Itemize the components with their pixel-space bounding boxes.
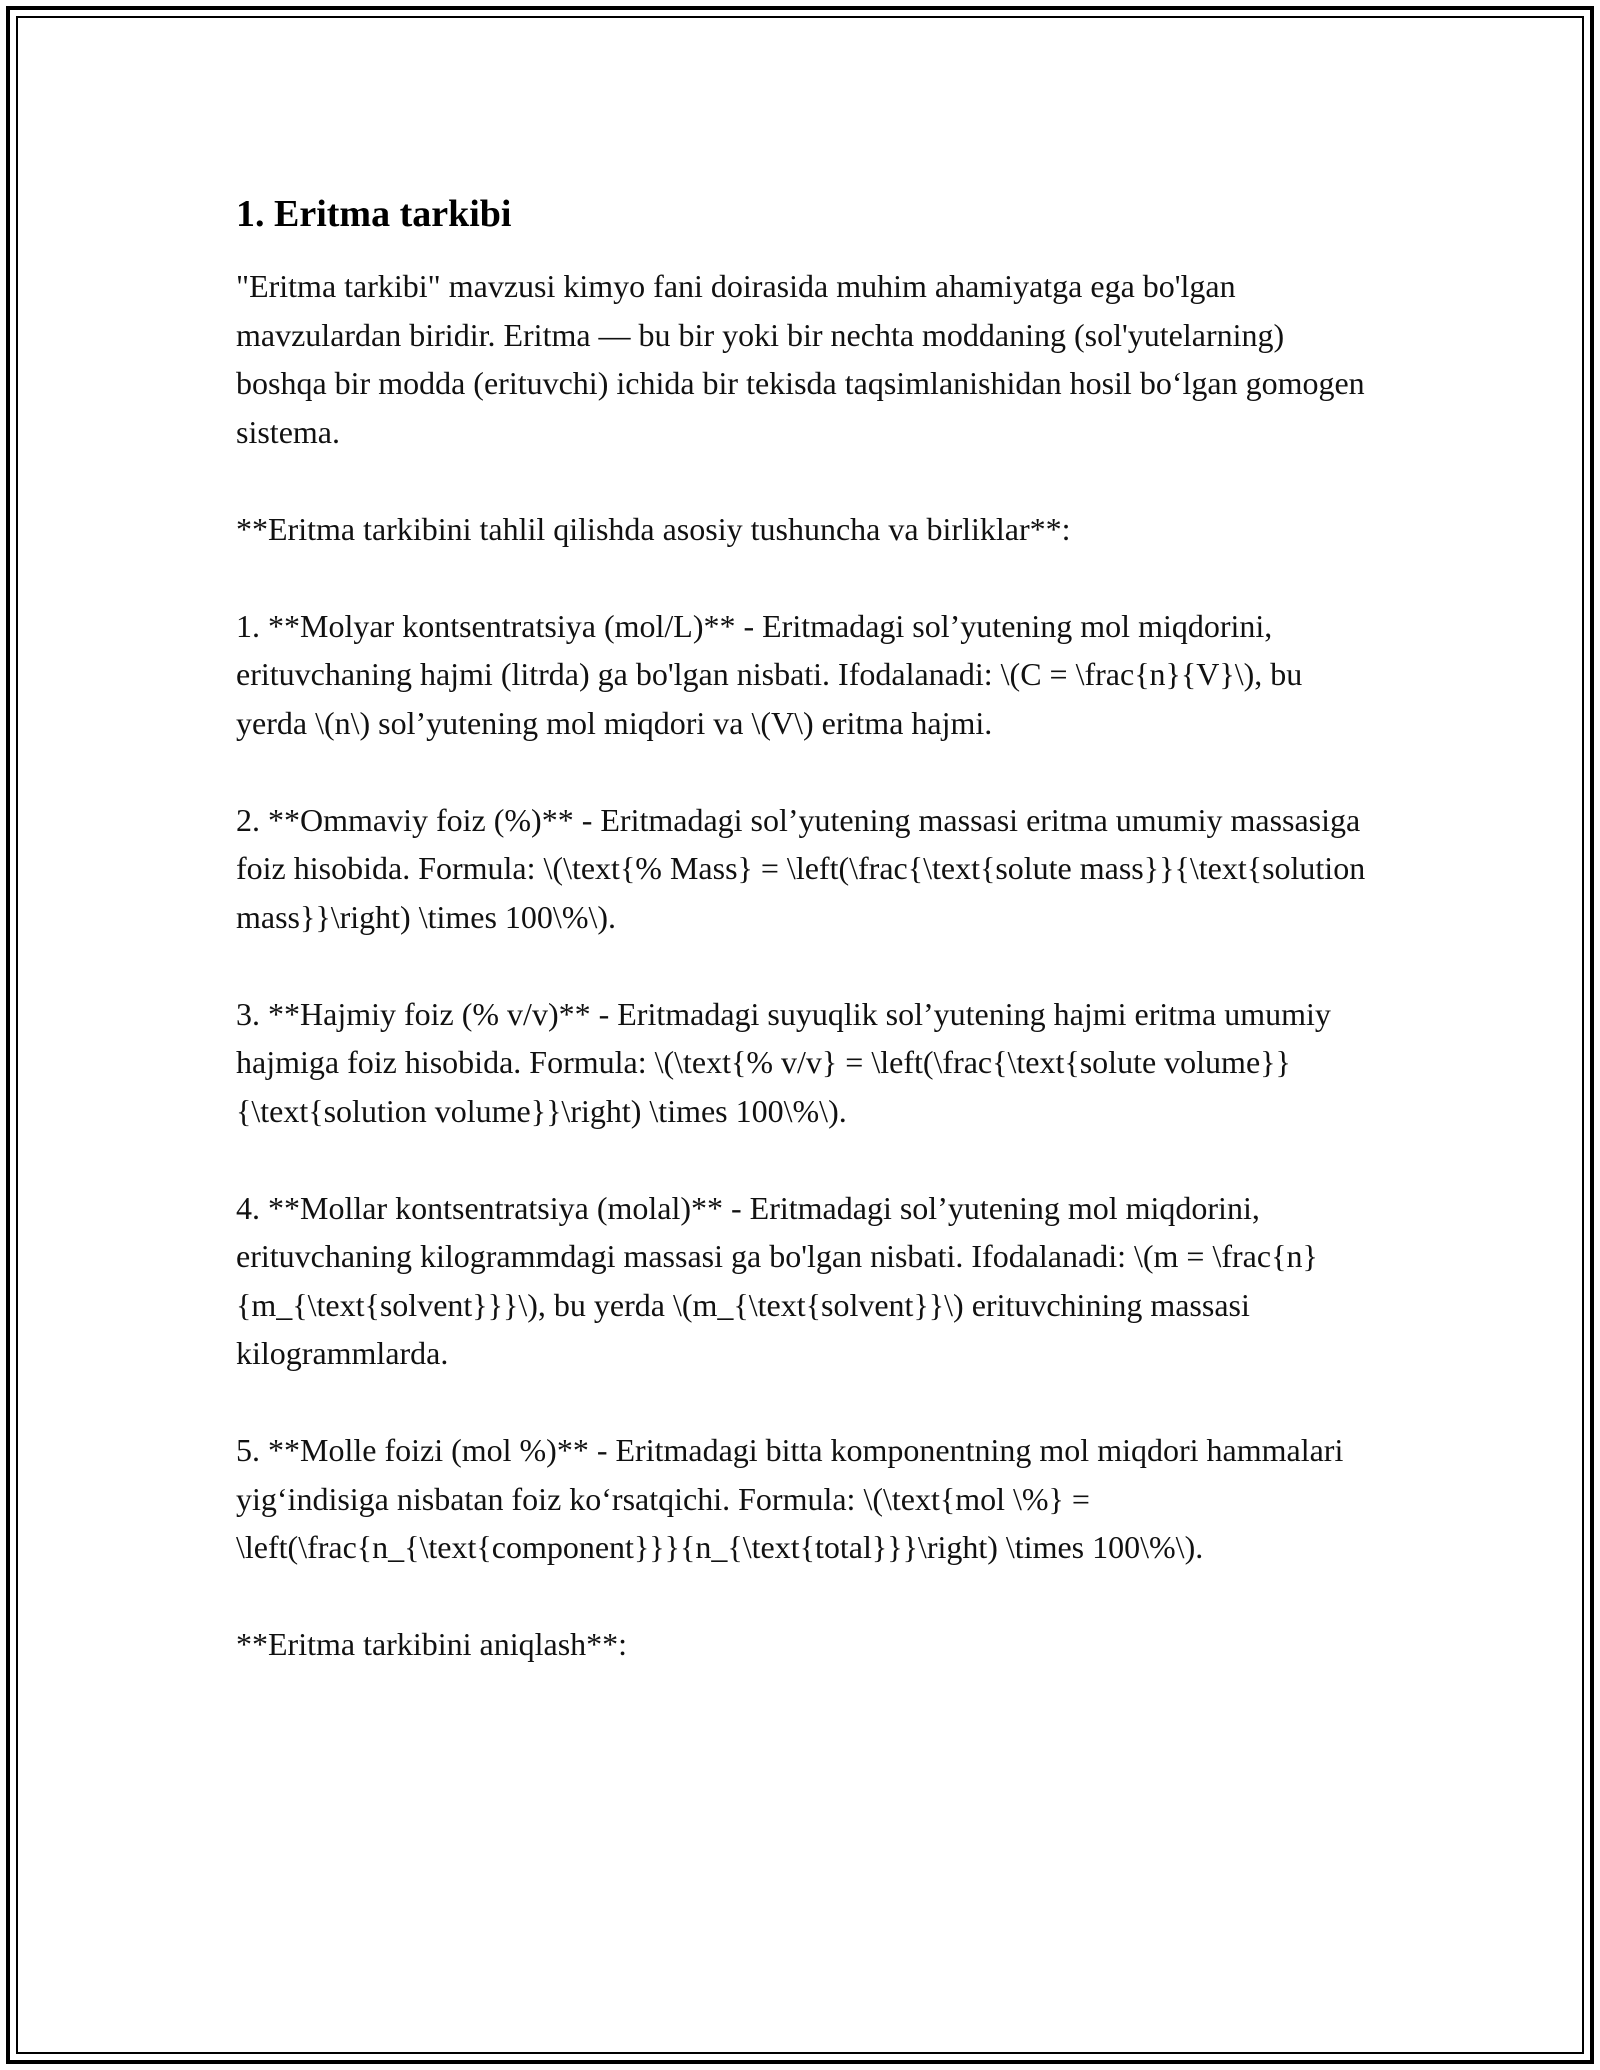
intro-paragraph: "Eritma tarkibi" mavzusi kimyo fani doirasida muhim ahamiyatga ega bo'lgan mavzulardan biridir. Eritma — bu bir yoki bir nechta moddaning (sol'yutelarning) boshqa bir modda (erituvchi) ichida bir tekisda taqsimlanishidan hosil bo‘lgan gomogen sistema. bbox=[236, 268, 1365, 450]
list-item-volume-percent: 3. **Hajmiy foiz (% v/v)** - Eritmadagi suyuqlik sol’yutening hajmi eritma umumiy hajmiga foiz hisobida. Formula: \(\text{% v/v} = \left(\frac{\text{solute volume}}{\text{solution volume}}\right) \times 100\%\). bbox=[236, 995, 1331, 1129]
list-item-molarity: 1. **Molyar kontsentratsiya (mol/L)** - Eritmadagi sol’yutening mol miqdorini, erituvchaning hajmi (litrda) ga bo'lgan nisbati. Ifodalanadi: \(C = \frac{n}{V}\), bu yerda \(n\) sol’yutening mol miqdori va \(V\) eritma hajmi. bbox=[236, 607, 1303, 741]
list-item-mole-percent: 5. **Molle foizi (mol %)** - Eritmadagi bitta komponentning mol miqdori hammalari yig‘indisiga nisbatan foiz ko‘rsatqichi. Formula: \(\text{mol \%} = \left(\frac{n_{\text{component}}}{n_{\text{total}}}\right) \times 100\%\). bbox=[236, 1432, 1344, 1565]
document-body bbox=[236, 186, 1376, 1669]
determination-heading-paragraph: **Eritma tarkibini aniqlash**: bbox=[236, 1626, 628, 1662]
section-heading: 1. Eritma tarkibi bbox=[236, 193, 512, 235]
list-item-mass-percent: 2. **Ommaviy foiz (%)** - Eritmadagi sol’yutening massasi eritma umumiy massasiga foiz hisobida. Formula: \(\text{% Mass} = \left(\frac{\text{solute mass}}{\text{solution mass}}\right) \times 100\%\). bbox=[236, 801, 1366, 935]
list-item-molality: 4. **Mollar kontsentratsiya (molal)** - Eritmadagi sol’yutening mol miqdorini, erituvchaning kilogrammdagi massasi ga bo'lgan nisbati. Ifodalanadi: \(m = \frac{n}{m_{\text{solvent}}}\), bu yerda \(m_{\text{solvent}}\) erituvchining massasi kilogrammlarda. bbox=[236, 1189, 1318, 1371]
concepts-heading-paragraph: **Eritma tarkibini tahlil qilishda asosiy tushuncha va birliklar**: bbox=[236, 510, 1071, 547]
